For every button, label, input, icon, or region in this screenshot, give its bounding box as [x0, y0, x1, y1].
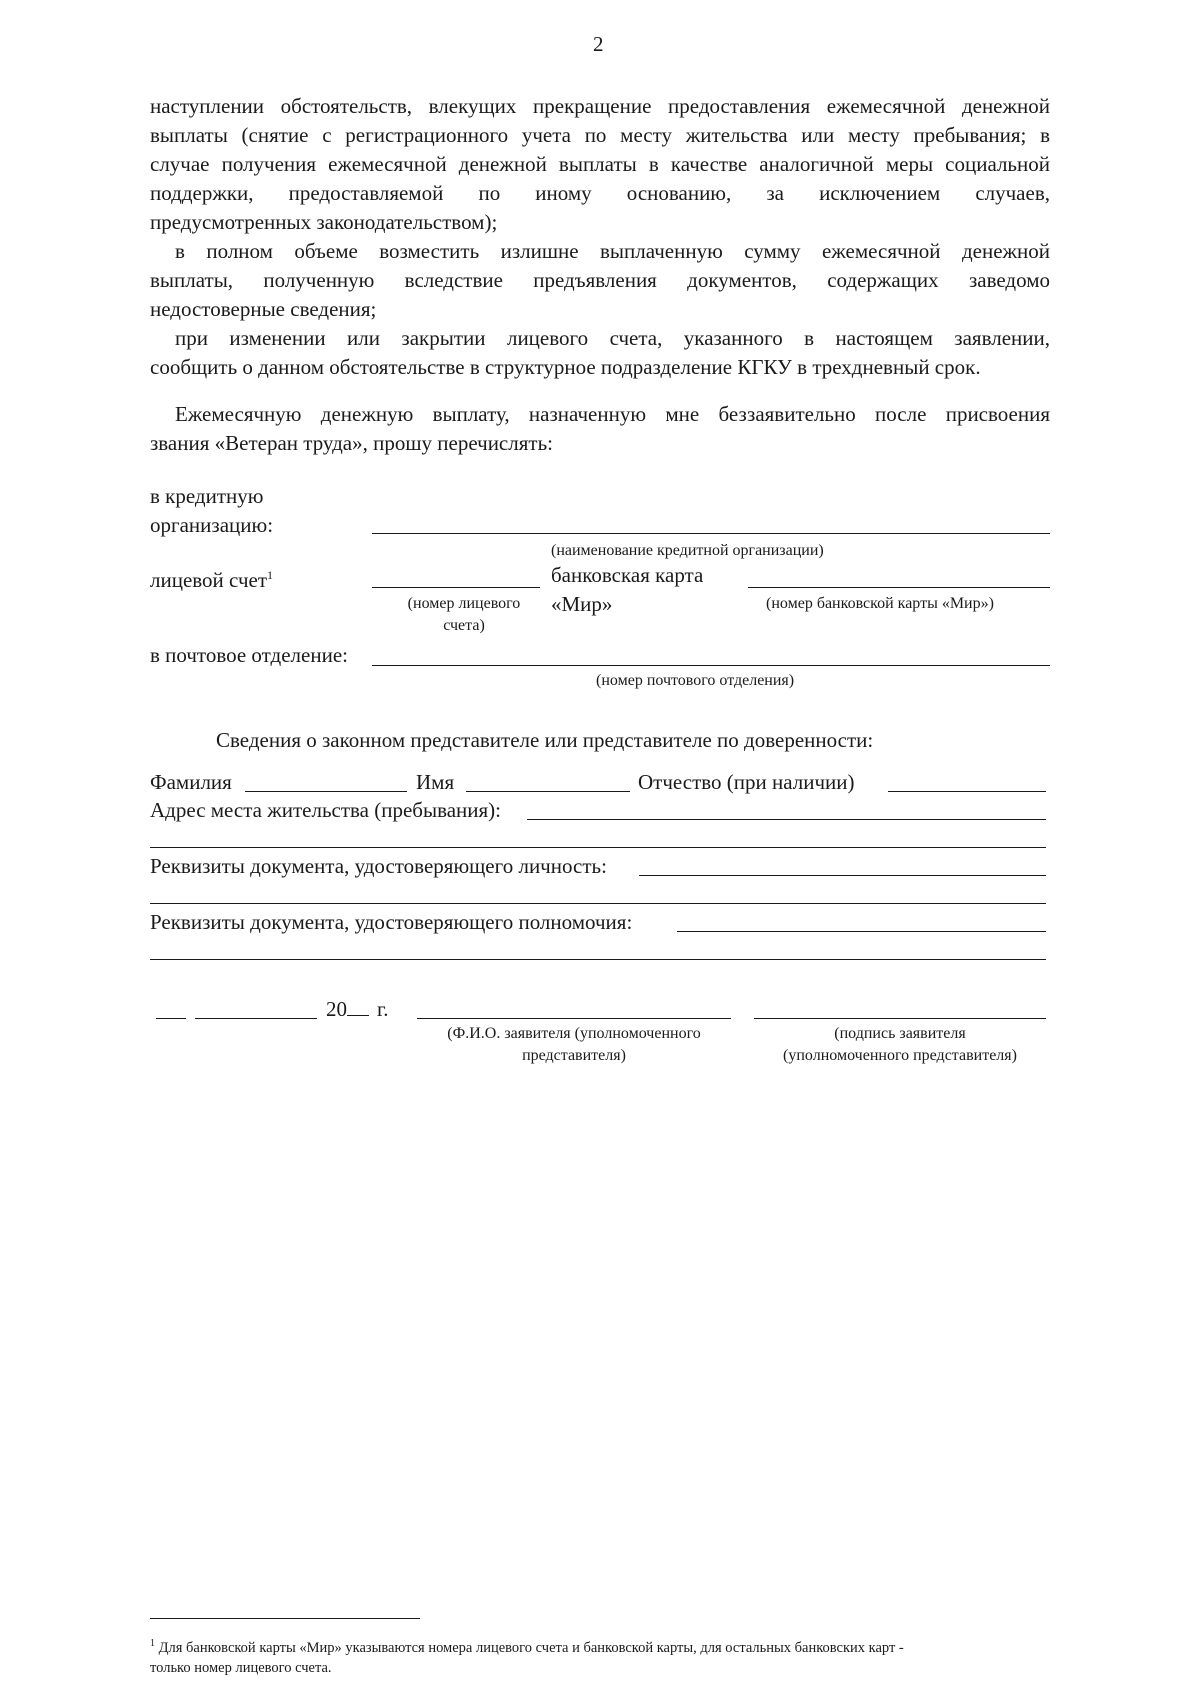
- date-month-field[interactable]: [195, 1018, 317, 1019]
- address-field[interactable]: [527, 819, 1046, 820]
- text-line: недостоверные сведения;: [150, 297, 377, 321]
- date-year: [326, 995, 389, 1024]
- patronymic-label: Отчество (при наличии): [638, 770, 855, 794]
- text-line: случае получения ежемесячной денежной выплаты в качестве аналогичной меры социальной: [150, 152, 1050, 176]
- authority-document-label: Реквизиты документа, удостоверяющего полномочия:: [150, 910, 633, 934]
- credit-org-field[interactable]: [372, 533, 1050, 534]
- account-hint-2: счета): [443, 617, 485, 634]
- footnote-text-2: только номер лицевого счета.: [150, 1660, 332, 1676]
- applicant-name-hint-2: представителя): [522, 1047, 626, 1064]
- credit-org-label-2: организацию:: [150, 513, 274, 537]
- account-number-field[interactable]: [372, 587, 540, 588]
- footnote-line-1: Для банковской карты «Мир» указываются номера лицевого счета и банковской карты, для остальных банковских карт -: [158, 1639, 904, 1656]
- credit-org-label: в кредитную: [150, 484, 264, 508]
- date-year-field[interactable]: [347, 997, 369, 1016]
- card-number-field[interactable]: [748, 587, 1050, 588]
- signature-hint: (подпись заявителя: [834, 1025, 966, 1042]
- footnote-mark: 1: [150, 1638, 155, 1649]
- year-suffix: г.: [377, 997, 389, 1021]
- footnote-separator: [150, 1618, 420, 1619]
- id-document-field[interactable]: [639, 875, 1046, 876]
- signature-hint-2: (уполномоченного представителя): [783, 1047, 1017, 1064]
- text-line: выплаты (снятие с регистрационного учета по месту жительства или месту пребывания; в: [150, 123, 1050, 147]
- patronymic-field[interactable]: [888, 791, 1046, 792]
- text-line: в полном объеме возместить излишне выплаченную сумму ежемесячной денежной: [175, 239, 1050, 263]
- text-line: звания «Ветеран труда», прошу перечислять:: [150, 431, 553, 455]
- address-label: Адрес места жительства (пребывания):: [150, 798, 502, 822]
- date-day-field[interactable]: [156, 1018, 186, 1019]
- card-hint: (номер банковской карты «Мир»): [766, 595, 994, 612]
- applicant-name-hint: (Ф.И.О. заявителя (уполномоченного: [447, 1025, 701, 1042]
- credit-org-hint: (наименование кредитной организации): [551, 542, 824, 559]
- signature-field[interactable]: [754, 1018, 1046, 1019]
- account-label-text: лицевой счет: [150, 568, 267, 592]
- year-prefix: 20: [326, 997, 347, 1021]
- text-line: Ежемесячную денежную выплату, назначенную мне беззаявительно после присвоения: [175, 402, 1050, 426]
- surname-label: Фамилия: [150, 770, 232, 794]
- text-line: поддержки, предоставляемой по иному основанию, за исключением случаев,: [150, 181, 1050, 205]
- page-number: 2: [593, 32, 604, 56]
- text-line: выплаты, полученную вследствие предъявления документов, содержащих заведомо: [150, 268, 1050, 292]
- card-label: банковская карта: [551, 563, 704, 587]
- card-label-2: «Мир»: [551, 592, 613, 616]
- surname-field[interactable]: [245, 791, 407, 792]
- post-office-label: в почтовое отделение:: [150, 643, 348, 667]
- representative-heading: Сведения о законном представителе или представителе по доверенности:: [216, 728, 874, 752]
- id-document-label: Реквизиты документа, удостоверяющего личность:: [150, 854, 607, 878]
- text-line: наступлении обстоятельств, влекущих прекращение предоставления ежемесячной денежной: [150, 94, 1050, 118]
- text-line: предусмотренных законодательством);: [150, 210, 498, 234]
- account-hint: (номер лицевого: [407, 595, 521, 612]
- post-office-hint: (номер почтового отделения): [596, 672, 795, 689]
- authority-document-field[interactable]: [677, 931, 1046, 932]
- name-field[interactable]: [466, 791, 630, 792]
- text-line: сообщить о данном обстоятельстве в структурное подразделение КГКУ в трехдневный срок.: [150, 355, 981, 379]
- address-field-line-2[interactable]: [150, 847, 1046, 848]
- authority-document-field-line-2[interactable]: [150, 959, 1046, 960]
- text-line: при изменении или закрытии лицевого счета, указанного в настоящем заявлении,: [175, 326, 1050, 350]
- footnote-ref: 1: [267, 568, 273, 582]
- applicant-name-field[interactable]: [417, 1018, 731, 1019]
- account-label: [150, 561, 273, 595]
- name-label: Имя: [416, 770, 455, 794]
- id-document-field-line-2[interactable]: [150, 903, 1046, 904]
- post-office-field[interactable]: [372, 665, 1050, 666]
